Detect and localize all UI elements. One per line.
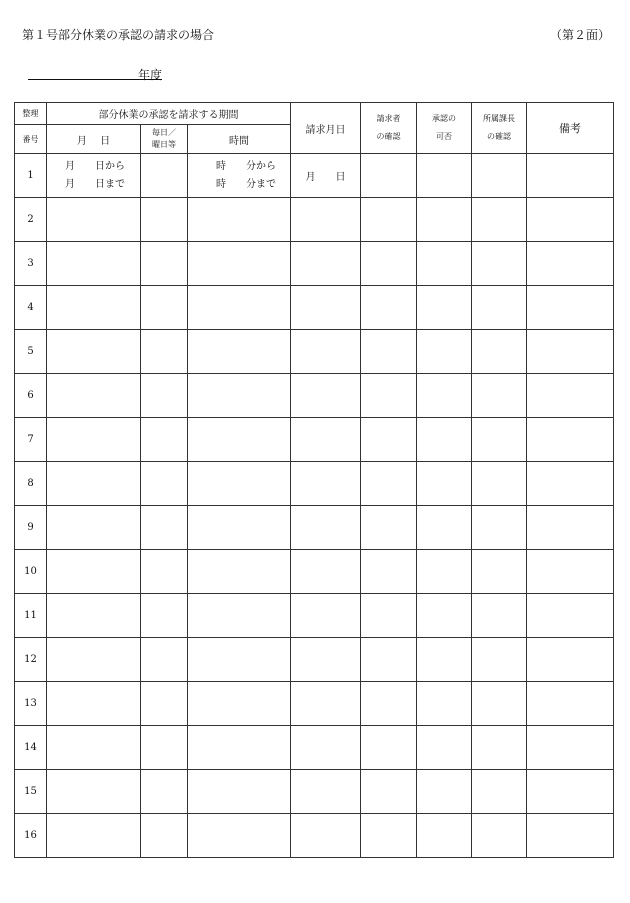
time-range-cell[interactable]: [188, 814, 291, 858]
table-row: [15, 154, 614, 198]
header-requester-line2: の確認: [376, 132, 401, 141]
manager-confirm-cell[interactable]: [472, 286, 527, 330]
request-date-cell[interactable]: [291, 242, 361, 286]
time-range-cell[interactable]: [188, 682, 291, 726]
header-time: 時間: [188, 125, 291, 154]
row-number: 4: [15, 286, 47, 330]
request-date-cell[interactable]: [291, 594, 361, 638]
header-manager-confirm: [472, 103, 527, 154]
requester-confirm-cell[interactable]: [361, 242, 417, 286]
table-row: [15, 814, 614, 858]
daily-cell[interactable]: [141, 506, 188, 550]
row-number: 14: [15, 726, 47, 770]
request-date-cell[interactable]: [291, 682, 361, 726]
date-range-cell[interactable]: [47, 770, 141, 814]
request-date-cell[interactable]: [291, 330, 361, 374]
remarks-cell[interactable]: [527, 506, 614, 550]
header-requester-line1: 請求者: [376, 114, 401, 123]
header-manager-line2: の確認: [487, 132, 511, 141]
row-number: 10: [15, 550, 47, 594]
header-approval: [417, 103, 472, 154]
daily-cell[interactable]: [141, 154, 188, 198]
request-date-cell[interactable]: [291, 374, 361, 418]
table-row: [15, 682, 614, 726]
header-period: 部分休業の承認を請求する期間: [47, 103, 291, 125]
row-number: 7: [15, 418, 47, 462]
remarks-cell[interactable]: [527, 330, 614, 374]
requester-confirm-cell[interactable]: [361, 726, 417, 770]
daily-cell[interactable]: [141, 242, 188, 286]
header-bango: 番号: [15, 125, 47, 154]
manager-confirm-cell[interactable]: [472, 682, 527, 726]
table-row: [15, 594, 614, 638]
manager-confirm-cell[interactable]: [472, 550, 527, 594]
approval-cell[interactable]: [417, 550, 472, 594]
manager-confirm-cell[interactable]: [472, 330, 527, 374]
remarks-cell[interactable]: [527, 462, 614, 506]
daily-cell[interactable]: [141, 198, 188, 242]
header-request-date: 請求月日: [291, 103, 361, 154]
remarks-cell[interactable]: [527, 814, 614, 858]
remarks-cell[interactable]: [527, 286, 614, 330]
requester-confirm-cell[interactable]: [361, 594, 417, 638]
time-range-cell[interactable]: [188, 594, 291, 638]
remarks-cell[interactable]: [527, 374, 614, 418]
daily-cell[interactable]: [141, 638, 188, 682]
time-range-cell[interactable]: [188, 242, 291, 286]
row-number: 6: [15, 374, 47, 418]
approval-cell[interactable]: [417, 682, 472, 726]
row-number: 11: [15, 594, 47, 638]
requester-confirm-cell[interactable]: [361, 462, 417, 506]
date-range-cell[interactable]: [47, 418, 141, 462]
row-number: 2: [15, 198, 47, 242]
table-row: [15, 330, 614, 374]
requester-confirm-cell[interactable]: [361, 330, 417, 374]
request-date-cell[interactable]: [291, 638, 361, 682]
time-range-cell[interactable]: [188, 726, 291, 770]
header-approval-line2: 可否: [436, 132, 452, 141]
approval-cell[interactable]: [417, 594, 472, 638]
table-row: [15, 550, 614, 594]
date-range-cell[interactable]: [47, 550, 141, 594]
row-number: 1: [15, 154, 47, 198]
date-range-cell[interactable]: [47, 594, 141, 638]
remarks-cell[interactable]: [527, 770, 614, 814]
remarks-cell[interactable]: [527, 418, 614, 462]
remarks-cell[interactable]: [527, 550, 614, 594]
header-daily: [141, 125, 188, 154]
daily-cell[interactable]: [141, 550, 188, 594]
daily-cell[interactable]: [141, 726, 188, 770]
requester-confirm-cell[interactable]: [361, 638, 417, 682]
daily-cell[interactable]: [141, 594, 188, 638]
request-date-cell[interactable]: [291, 462, 361, 506]
time-range-cell[interactable]: [188, 330, 291, 374]
requester-confirm-cell[interactable]: [361, 198, 417, 242]
request-date-cell[interactable]: [291, 726, 361, 770]
time-range-cell[interactable]: [188, 506, 291, 550]
request-date-cell[interactable]: [291, 198, 361, 242]
requester-confirm-cell[interactable]: [361, 286, 417, 330]
table-row: [15, 462, 614, 506]
approval-cell[interactable]: [417, 506, 472, 550]
manager-confirm-cell[interactable]: [472, 638, 527, 682]
time-range-cell[interactable]: [188, 550, 291, 594]
request-table: [14, 102, 614, 858]
year-label: 年度: [138, 68, 163, 82]
table-row: [15, 638, 614, 682]
manager-confirm-cell[interactable]: [472, 814, 527, 858]
header-daily-line1: 毎日／: [152, 128, 176, 137]
request-date-cell[interactable]: [291, 286, 361, 330]
row-number: 12: [15, 638, 47, 682]
daily-cell[interactable]: [141, 770, 188, 814]
approval-cell[interactable]: [417, 242, 472, 286]
header-approval-line1: 承認の: [432, 114, 456, 123]
table-row: [15, 726, 614, 770]
request-date-cell[interactable]: [291, 770, 361, 814]
date-range-cell[interactable]: [47, 154, 141, 198]
time-range-cell[interactable]: [188, 638, 291, 682]
requester-confirm-cell[interactable]: [361, 154, 417, 198]
row-number: 15: [15, 770, 47, 814]
date-range-cell[interactable]: [47, 374, 141, 418]
approval-cell[interactable]: [417, 814, 472, 858]
header-requester-confirm: [361, 103, 417, 154]
requester-confirm-cell[interactable]: [361, 770, 417, 814]
requester-confirm-cell[interactable]: [361, 814, 417, 858]
date-range-cell[interactable]: [47, 726, 141, 770]
requester-confirm-cell[interactable]: [361, 550, 417, 594]
requester-confirm-cell[interactable]: [361, 682, 417, 726]
to-time: 時 分まで: [216, 178, 276, 190]
table-row: [15, 770, 614, 814]
row-number: 5: [15, 330, 47, 374]
manager-confirm-cell[interactable]: [472, 462, 527, 506]
from-time: 時 分から: [216, 160, 276, 172]
daily-cell[interactable]: [141, 286, 188, 330]
form-title: 第１号部分休業の承認の請求の場合: [22, 28, 215, 42]
date-range-cell[interactable]: [47, 814, 141, 858]
manager-confirm-cell[interactable]: [472, 770, 527, 814]
to-date: 月 日まで: [65, 178, 125, 190]
daily-cell[interactable]: [141, 462, 188, 506]
approval-cell[interactable]: [417, 726, 472, 770]
header-manager-line1: 所属課長: [483, 114, 515, 123]
approval-cell[interactable]: [417, 638, 472, 682]
approval-cell[interactable]: [417, 462, 472, 506]
time-range-cell[interactable]: [188, 286, 291, 330]
date-range-cell[interactable]: [47, 286, 141, 330]
row-number: 13: [15, 682, 47, 726]
table-row: [15, 242, 614, 286]
manager-confirm-cell[interactable]: [472, 506, 527, 550]
remarks-cell[interactable]: [527, 154, 614, 198]
row-number: 9: [15, 506, 47, 550]
remarks-cell[interactable]: [527, 638, 614, 682]
remarks-cell[interactable]: [527, 594, 614, 638]
request-date-cell[interactable]: [291, 418, 361, 462]
date-range-cell[interactable]: [47, 506, 141, 550]
date-range-cell[interactable]: [47, 242, 141, 286]
requester-confirm-cell[interactable]: [361, 418, 417, 462]
manager-confirm-cell[interactable]: [472, 374, 527, 418]
header-month-day: 月 日: [47, 125, 141, 154]
manager-confirm-cell[interactable]: [472, 418, 527, 462]
request-date-cell[interactable]: 月 日: [291, 154, 361, 198]
remarks-cell[interactable]: [527, 242, 614, 286]
manager-confirm-cell[interactable]: [472, 198, 527, 242]
request-date-cell[interactable]: [291, 550, 361, 594]
approval-cell[interactable]: [417, 770, 472, 814]
time-range-cell[interactable]: [188, 374, 291, 418]
remarks-cell[interactable]: [527, 726, 614, 770]
requester-confirm-cell[interactable]: [361, 374, 417, 418]
table-row: [15, 286, 614, 330]
row-number: 16: [15, 814, 47, 858]
remarks-cell[interactable]: [527, 682, 614, 726]
daily-cell[interactable]: [141, 814, 188, 858]
table-row: [15, 198, 614, 242]
daily-cell[interactable]: [141, 330, 188, 374]
time-range-cell[interactable]: [188, 462, 291, 506]
time-range-cell[interactable]: [188, 198, 291, 242]
daily-cell[interactable]: [141, 682, 188, 726]
request-date-cell[interactable]: [291, 814, 361, 858]
approval-cell[interactable]: [417, 418, 472, 462]
header-remarks: 備考: [527, 103, 614, 154]
table-row: [15, 374, 614, 418]
date-range-cell[interactable]: [47, 198, 141, 242]
row-number: 8: [15, 462, 47, 506]
approval-cell[interactable]: [417, 154, 472, 198]
table-row: [15, 418, 614, 462]
header-seiri: 整理: [15, 103, 47, 125]
approval-cell[interactable]: [417, 198, 472, 242]
approval-cell[interactable]: [417, 374, 472, 418]
header-daily-line2: 曜日等: [152, 140, 176, 149]
remarks-cell[interactable]: [527, 198, 614, 242]
page-label: （第２面）: [549, 28, 610, 42]
manager-confirm-cell[interactable]: [472, 242, 527, 286]
table-row: [15, 506, 614, 550]
daily-cell[interactable]: [141, 418, 188, 462]
manager-confirm-cell[interactable]: [472, 154, 527, 198]
date-range-cell[interactable]: [47, 638, 141, 682]
manager-confirm-cell[interactable]: [472, 726, 527, 770]
approval-cell[interactable]: [417, 330, 472, 374]
approval-cell[interactable]: [417, 286, 472, 330]
date-range-cell[interactable]: [47, 682, 141, 726]
date-range-cell[interactable]: [47, 462, 141, 506]
daily-cell[interactable]: [141, 374, 188, 418]
time-range-cell[interactable]: [188, 154, 291, 198]
request-date-cell[interactable]: [291, 506, 361, 550]
requester-confirm-cell[interactable]: [361, 506, 417, 550]
row-number: 3: [15, 242, 47, 286]
date-range-cell[interactable]: [47, 330, 141, 374]
time-range-cell[interactable]: [188, 770, 291, 814]
manager-confirm-cell[interactable]: [472, 594, 527, 638]
from-date: 月 日から: [65, 160, 125, 172]
time-range-cell[interactable]: [188, 418, 291, 462]
